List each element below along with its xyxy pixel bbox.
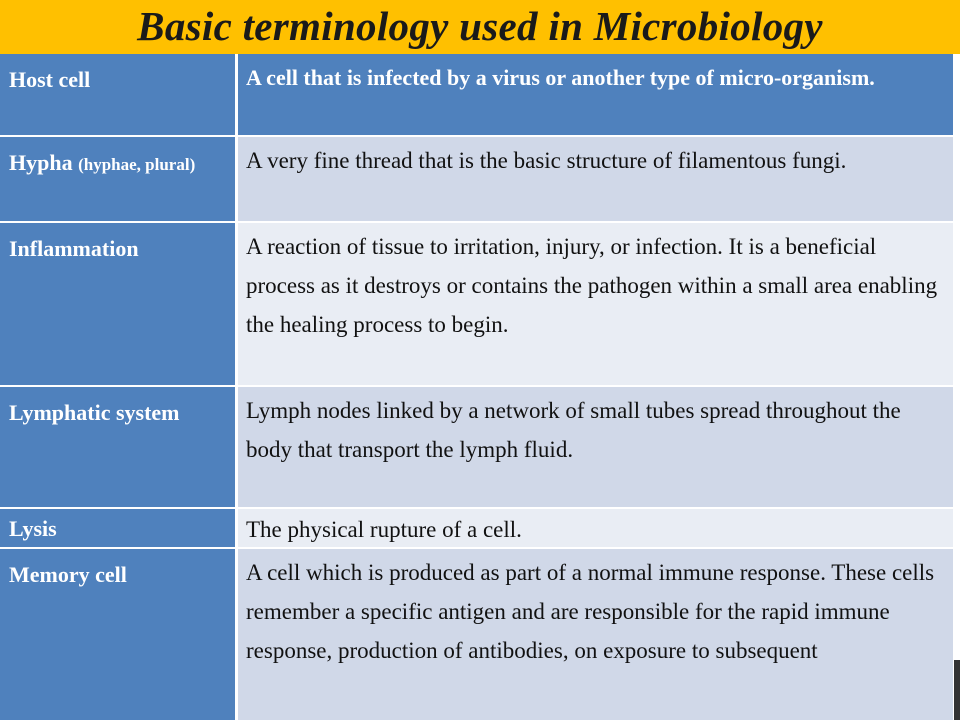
term-cell bbox=[0, 508, 237, 548]
table-row bbox=[0, 222, 955, 386]
term-label: Inflammation bbox=[9, 236, 139, 261]
definition-cell: A cell which is produced as part of a normal immune response. These cells remember a specific antigen and are responsible for the rapid immune response, production of antibodies, on exposure to subsequent bbox=[237, 548, 955, 720]
table-row bbox=[0, 386, 955, 508]
term-cell bbox=[0, 222, 237, 386]
term-note: (hyphae, plural) bbox=[78, 155, 196, 174]
definition-cell: Lymph nodes linked by a network of small tubes spread throughout the body that transport the lymph fluid. bbox=[237, 386, 955, 508]
table-row bbox=[0, 136, 955, 222]
term-cell bbox=[0, 386, 237, 508]
term-cell bbox=[0, 54, 237, 136]
definition-cell: A reaction of tissue to irritation, injury, or infection. It is a beneficial process as it destroys or contains the pathogen within a small area enabling the healing process to begin. bbox=[237, 222, 955, 386]
term-label: Lymphatic system bbox=[9, 400, 180, 425]
term-label: Memory cell bbox=[9, 562, 127, 587]
table-row bbox=[0, 548, 955, 720]
definition-cell: The physical rupture of a cell. bbox=[237, 508, 955, 548]
term-label: Host cell bbox=[9, 67, 91, 92]
title-bar bbox=[0, 0, 960, 54]
slide-edge-decoration bbox=[954, 660, 960, 720]
term-cell bbox=[0, 136, 237, 222]
term-label: Lysis bbox=[9, 516, 57, 541]
page-title: Basic terminology used in Microbiology bbox=[137, 3, 823, 49]
table-row bbox=[0, 54, 955, 136]
term-label: Hypha bbox=[9, 150, 73, 175]
definition-cell: A very fine thread that is the basic structure of filamentous fungi. bbox=[237, 136, 955, 222]
terminology-table bbox=[0, 54, 956, 720]
definition-cell: A cell that is infected by a virus or another type of micro-organism. bbox=[237, 54, 955, 136]
table-row bbox=[0, 508, 955, 548]
term-cell bbox=[0, 548, 237, 720]
